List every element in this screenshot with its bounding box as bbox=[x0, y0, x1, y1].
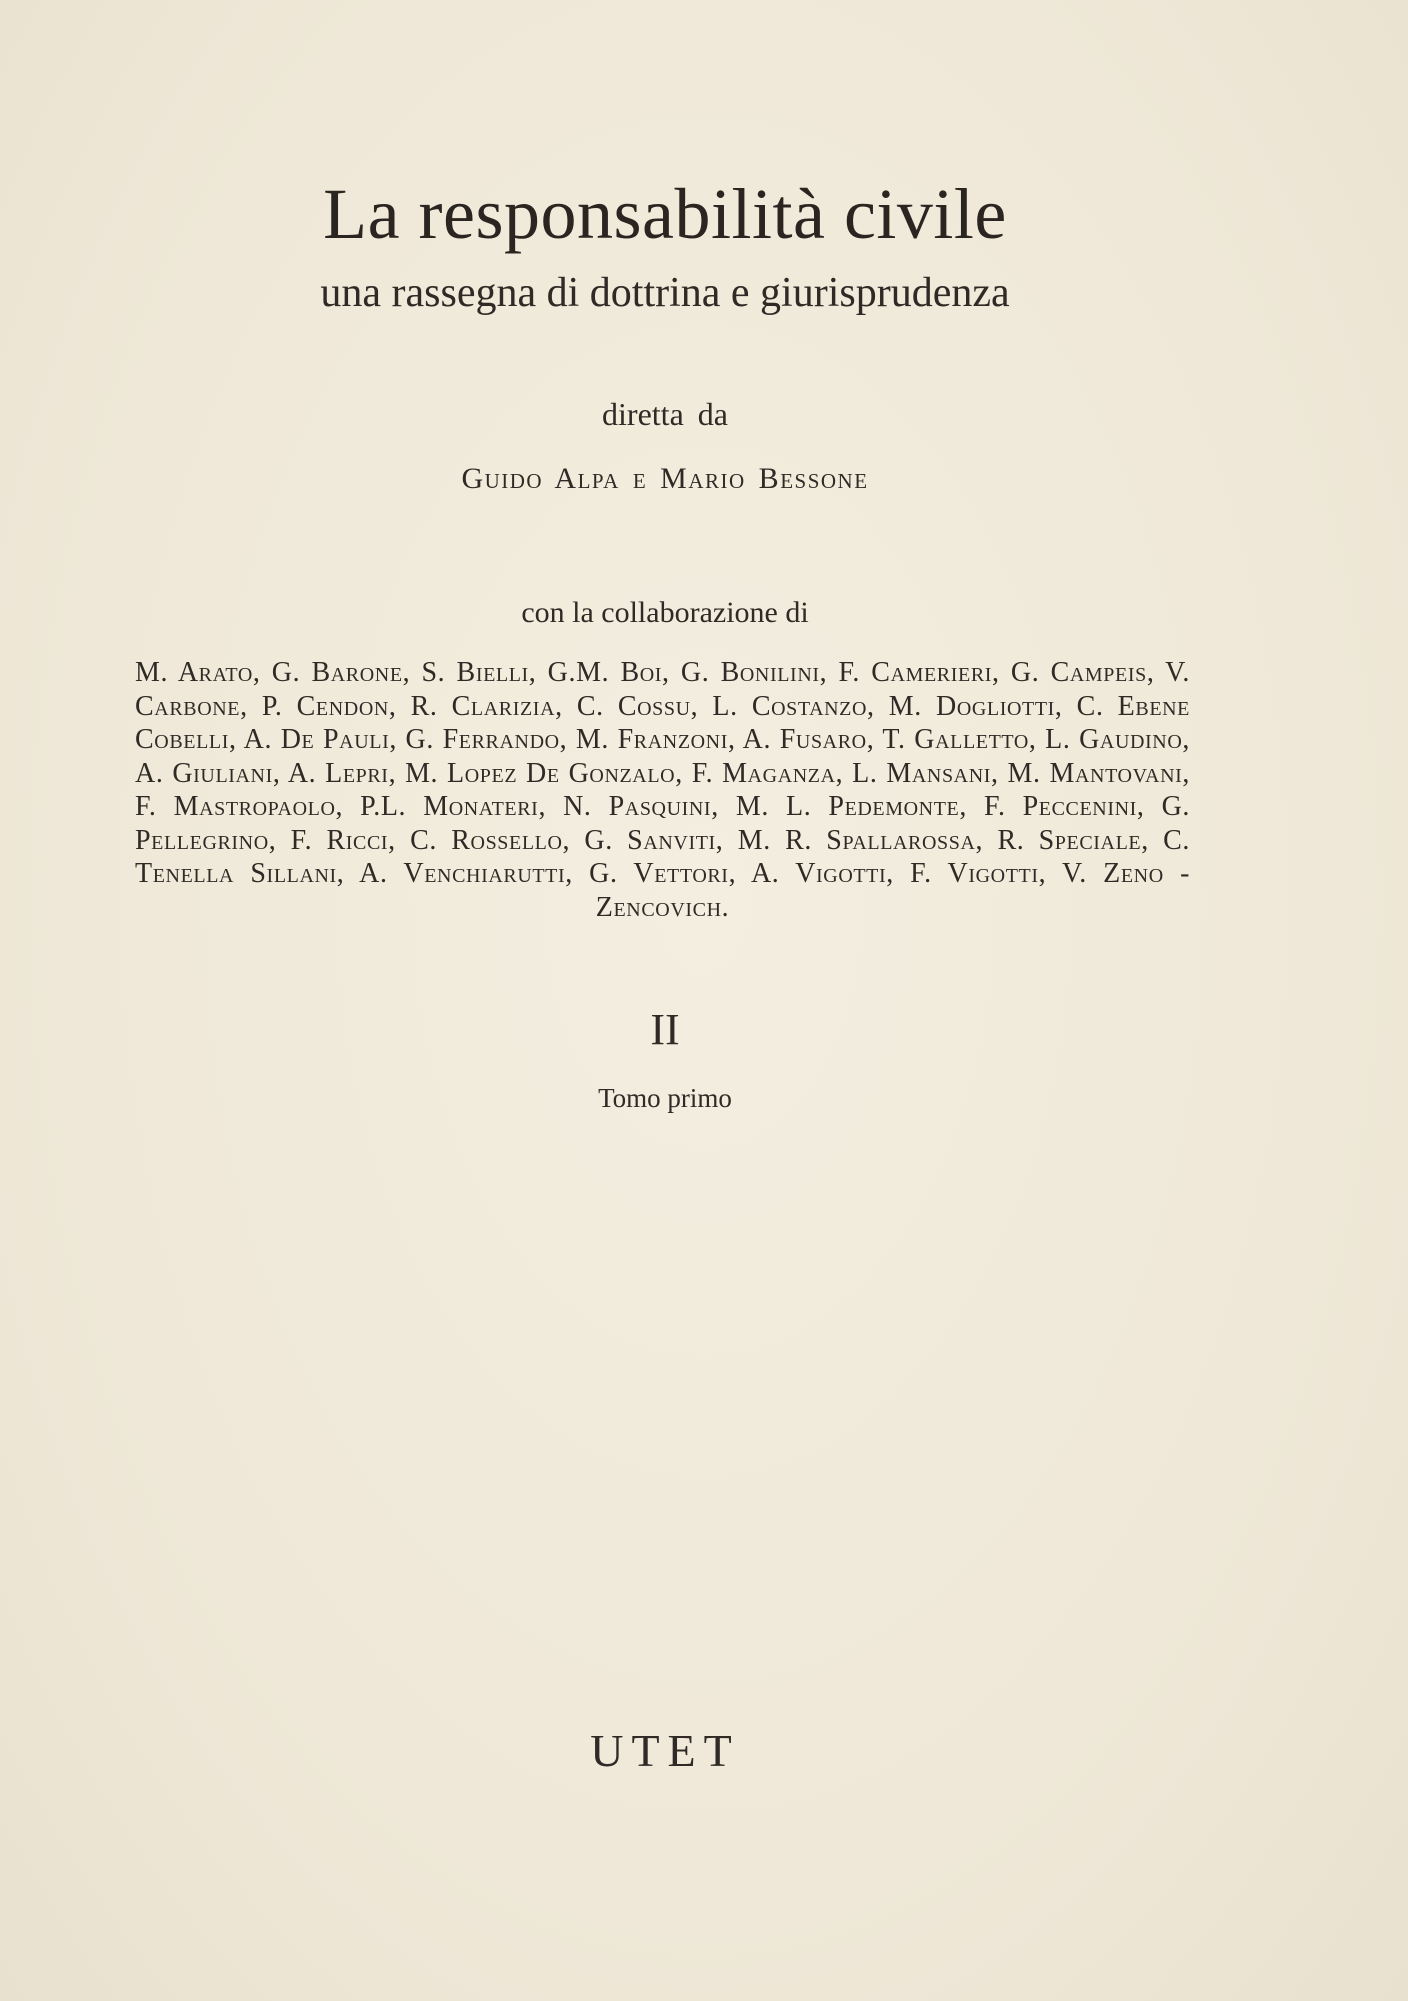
volume-number: II bbox=[650, 1005, 680, 1054]
book-subtitle: una rassegna di dottrina e giurisprudenza bbox=[320, 270, 1010, 316]
contributors-list: M. Arato, G. Barone, S. Bielli, G.M. Boi, G. Bonilini, F. Camerieri, G. Campeis, V. Carbone, P. Cendon, R. Clarizia, C. Cossu, L. Costanzo, M. Dogliotti, C. Ebene Cobelli, A. De Pauli, G. Ferrando, M. Franzoni, A. Fusaro, T. Galletto, L. Gaudino, A. Giuliani, A. Lepri, M. Lopez De Gonzalo, F. Maganza, L. Mansani, M. Mantovani, F. Mastropaolo, P.L. Monateri, N. Pasquini, M. L. Pedemonte, F. Peccenini, G. Pellegrino, F. Ricci, C. Rossello, G. Sanviti, M. R. Spallarossa, R. Speciale, C. Tenella Sillani, A. Venchiarutti, G. Vettori, A. Vigotti, F. Vigotti, V. Zeno - Zencovich. bbox=[135, 657, 1190, 923]
publisher-name: UTET bbox=[590, 1725, 740, 1776]
tome-label: Tomo primo bbox=[598, 1083, 732, 1113]
editors: Guido Alpa e Mario Bessone bbox=[461, 462, 869, 495]
book-title: La responsabilità civile bbox=[323, 174, 1007, 254]
collaboration-label: con la collaborazione di bbox=[521, 596, 809, 629]
directed-by-label: diretta da bbox=[602, 396, 728, 432]
